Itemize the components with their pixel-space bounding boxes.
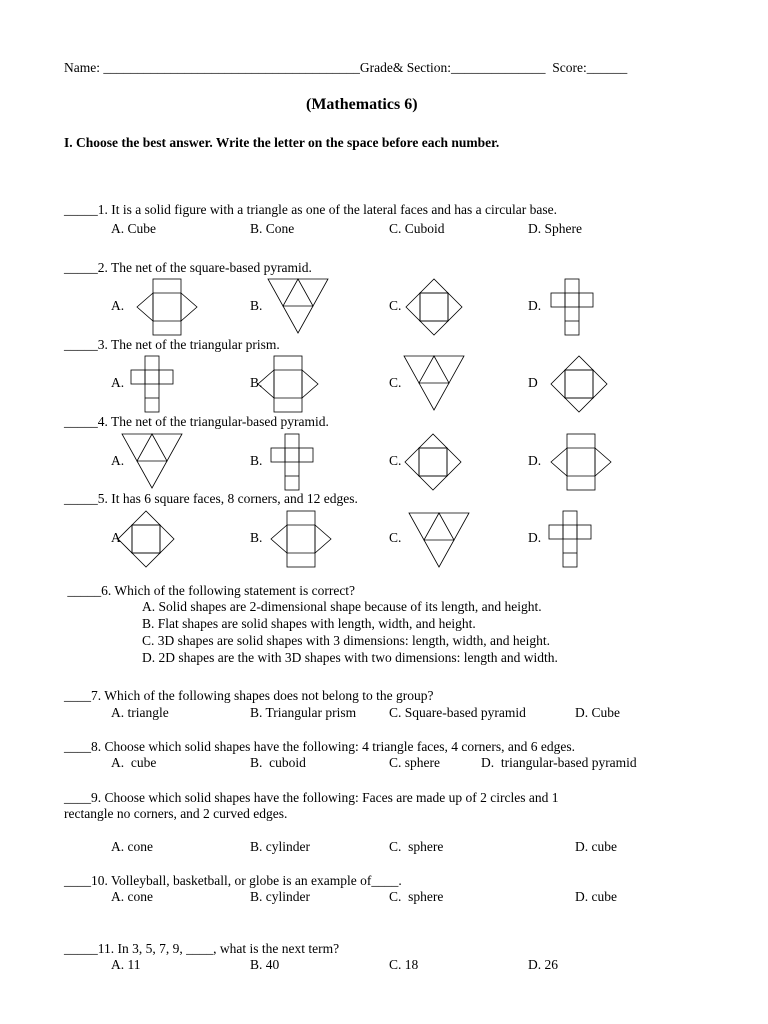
question-stem[interactable]: _____3. The net of the triangular prism. [64,337,280,352]
choice-a: A. [111,375,125,390]
instruction: I. Choose the best answer. Write the letter on the space before each number. [64,135,500,150]
choice-b: B. Flat shapes are solid shapes with length, width, and height. [142,616,476,631]
square-pyramid-net-icon [116,511,180,567]
rectangular-prism-net-icon [271,511,335,567]
choice-d: D. 26 [528,957,558,972]
square-pyramid-net-icon [403,434,467,490]
choice-a: A. triangle [111,705,169,720]
choice-b: B. [250,375,263,390]
choice-a: A. [111,453,125,468]
choice-a: A [111,530,121,545]
choice-d: D. cube [575,889,617,904]
choice-a: A. [111,298,125,313]
choice-c: C. [389,453,402,468]
triangular-pyramid-net-icon [409,513,473,569]
choice-a: A. cone [111,839,153,854]
choice-c: C. [389,298,402,313]
triangular-pyramid-net-icon [404,356,468,412]
question-stem[interactable]: _____6. Which of the following statement is correct? [64,583,356,598]
square-pyramid-net-icon [549,356,613,412]
choice-c: C. 18 [389,957,419,972]
choice-b: B. Triangular prism [250,705,357,720]
cube-net-icon [546,511,610,567]
page-title: (Mathematics 6) [306,96,418,113]
question-stem-continued: rectangle no corners, and 2 curved edges. [64,806,288,821]
question-stem[interactable]: _____2. The net of the square-based pyramid. [64,260,312,275]
choice-d: D. Cube [575,705,620,720]
question-stem[interactable]: _____11. In 3, 5, 7, 9, ____, what is the next term? [64,941,340,956]
rectangular-prism-net-icon [137,279,201,335]
choice-a: A. cone [111,889,153,904]
choice-b: B. [250,298,263,313]
choice-d: D. [528,453,542,468]
cube-net-icon [548,279,612,335]
question-stem[interactable]: ____9. Choose which solid shapes have the following: Faces are made up of 2 circles and 1 [64,790,559,805]
choice-a: A. Solid shapes are 2-dimensional shape because of its length, and height. [142,599,542,614]
choice-b: B. 40 [250,957,280,972]
choice-a: A. Cube [111,221,156,236]
choice-c: C. [389,530,402,545]
choice-d: D. cube [575,839,617,854]
question-stem[interactable]: _____4. The net of the triangular-based pyramid. [64,414,329,429]
cube-net-icon [128,356,192,412]
square-pyramid-net-icon [404,279,468,335]
name-grade-score-line[interactable]: Name: ______________________________________Grade& Section:______________ Score:______ [64,60,628,75]
choice-c: C. [389,375,402,390]
choice-d: D. [528,530,542,545]
choice-b: B. cuboid [250,755,306,770]
question-stem[interactable]: ____7. Which of the following shapes does not belong to the group? [64,688,434,703]
choice-b: B. [250,453,263,468]
triangular-pyramid-net-icon [122,434,186,490]
triangular-pyramid-net-icon [268,279,332,335]
choice-b: B. Cone [250,221,295,236]
question-stem[interactable]: ____10. Volleyball, basketball, or globe is an example of____. [64,873,402,888]
choice-c: C. Cuboid [389,221,445,236]
choice-b: B. cylinder [250,839,310,854]
choice-b: B. cylinder [250,889,310,904]
choice-d: D. Sphere [528,221,582,236]
choice-a: A. cube [111,755,157,770]
cube-net-icon [268,434,332,490]
choice-d: D. triangular-based pyramid [481,755,637,770]
choice-b: B. [250,530,263,545]
choice-a: A. 11 [111,957,141,972]
rectangular-prism-net-icon [551,434,615,490]
question-stem[interactable]: _____5. It has 6 square faces, 8 corners, and 12 edges. [64,491,358,506]
choice-c: C. sphere [389,755,440,770]
choice-c: C. 3D shapes are solid shapes with 3 dimensions: length, width, and height. [142,633,550,648]
choice-c: C. Square-based pyramid [389,705,526,720]
choice-d: D. [528,298,542,313]
question-stem[interactable]: ____8. Choose which solid shapes have the following: 4 triangle faces, 4 corners, and 6 edges. [64,739,576,754]
choice-d: D. 2D shapes are the with 3D shapes with two dimensions: length and width. [142,650,558,665]
choice-c: C. sphere [389,889,444,904]
rectangular-prism-net-icon [258,356,322,412]
choice-d: D [528,375,538,390]
choice-c: C. sphere [389,839,444,854]
question-stem[interactable]: _____1. It is a solid figure with a triangle as one of the lateral faces and has a circular base. [64,202,557,217]
